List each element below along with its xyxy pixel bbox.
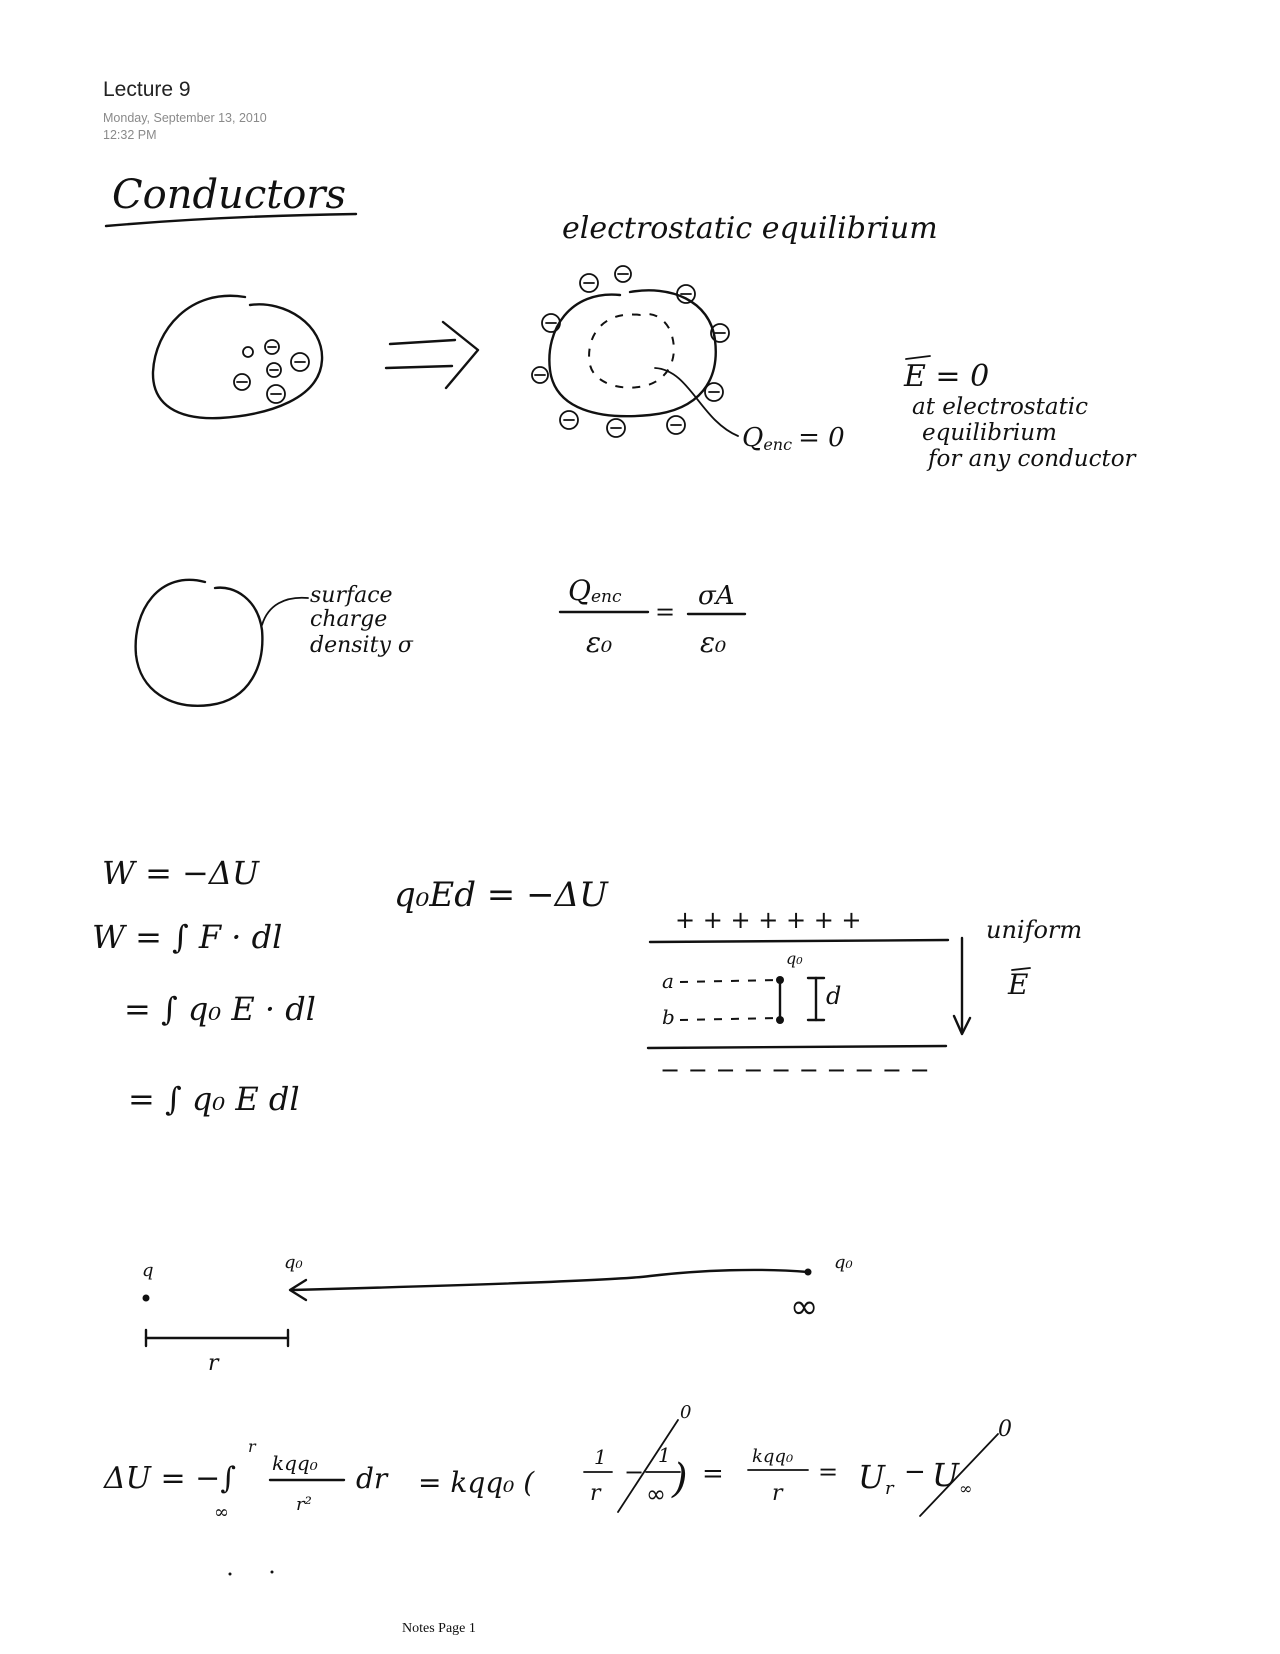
page-title: Lecture 9	[103, 78, 191, 101]
frac2-denominator: ∞	[646, 1480, 666, 1508]
integral-upper-limit: r	[248, 1437, 256, 1456]
infinity-label: ∞	[790, 1287, 819, 1327]
final-equals-3: =	[818, 1458, 839, 1486]
distance-d-label: d	[826, 982, 842, 1010]
approach-path	[292, 1270, 808, 1290]
distance-r-bracket	[146, 1330, 288, 1346]
plate-minus-charges: − − − − − − − − − −	[660, 1056, 930, 1084]
point-b-label: b	[662, 1005, 675, 1029]
distance-r-label: r	[208, 1351, 219, 1376]
frac3-numerator: kqq₀	[752, 1446, 794, 1467]
distance-d-bracket	[808, 978, 824, 1020]
e-field-note-3: for any conductor	[928, 446, 1136, 472]
gauss-equals: =	[655, 598, 676, 626]
gaussian-surface	[589, 314, 674, 388]
frac2-numerator: 1	[658, 1443, 671, 1467]
surface-label-1: surface	[310, 583, 393, 608]
surface-leader-line	[262, 598, 308, 625]
conductor-blob	[153, 296, 322, 418]
cancel-zero-2: 0	[998, 1417, 1012, 1442]
page-footer: Notes Page 1	[402, 1621, 476, 1636]
test-charge-far-label: q₀	[834, 1252, 853, 1273]
e-field-note-2: equilibrium	[922, 420, 1057, 446]
top-plate	[650, 940, 948, 942]
gauss-denominator-left: ε₀	[586, 626, 613, 659]
heading-conductors: Conductors	[112, 172, 347, 218]
point-a-dashes	[680, 980, 778, 982]
plate-plus-charges: + + + + + + +	[675, 906, 862, 934]
integrand-dr: dr	[356, 1462, 388, 1495]
integrand-numerator: kqq₀	[272, 1451, 318, 1475]
equilibrium-conductor	[549, 290, 715, 416]
frac1-numerator: 1	[594, 1445, 607, 1469]
surface-label-3: density σ	[310, 633, 413, 658]
stray-dot-2	[271, 1571, 274, 1574]
work-eq-1: W = −ΔU	[102, 854, 259, 892]
cancel-zero-1: 0	[680, 1402, 692, 1423]
stray-dot-1	[229, 1573, 232, 1576]
final-minus: −	[624, 1458, 645, 1486]
infinity-dot	[805, 1269, 812, 1276]
frac3-denominator: r	[772, 1481, 783, 1506]
source-charge-dot	[143, 1295, 150, 1302]
test-charge-near-label: q₀	[284, 1252, 303, 1273]
qenc-label: Qenc = 0	[742, 423, 845, 454]
gauss-numerator-left: Qenc	[568, 574, 622, 607]
page-date: Monday, September 13, 2010	[103, 111, 267, 125]
transition-arrow	[386, 322, 478, 388]
internal-charges	[234, 340, 309, 403]
final-equals-2: =	[702, 1459, 724, 1489]
e-field-note-1: at electrostatic	[912, 394, 1089, 420]
surface-label-2: charge	[310, 607, 388, 632]
final-ur: Ur	[858, 1458, 894, 1499]
work-eq-4: = ∫ q₀ E dl	[128, 1080, 300, 1118]
page-time: 12:32 PM	[103, 128, 157, 142]
final-minus-2: −	[904, 1457, 926, 1487]
final-uinf: $U_\infty$	[932, 1456, 973, 1498]
bottom-plate	[648, 1046, 946, 1048]
integrand-denominator: r²	[296, 1494, 312, 1515]
charged-sphere	[136, 580, 263, 706]
frac1-denominator: r	[590, 1481, 601, 1506]
e-field-zero: E = 0	[904, 359, 990, 394]
work-eq-3: = ∫ q₀ E · dl	[124, 990, 316, 1028]
uniform-label: uniform	[986, 916, 1083, 944]
equilibrium-label: electrostatic equilibrium	[562, 211, 938, 246]
plate-q0-label: q₀	[786, 949, 803, 968]
integral-lower-limit: ∞	[214, 1502, 229, 1523]
point-a-label: a	[662, 969, 674, 993]
gauss-denominator-right: ε₀	[700, 626, 727, 659]
final-close-paren: )	[672, 1456, 688, 1502]
uniform-e-label: E	[1008, 968, 1029, 1001]
point-b-dashes	[680, 1018, 778, 1020]
work-eq-2: W = ∫ F · dl	[92, 918, 283, 956]
final-eq-lhs: ΔU = −∫	[104, 1461, 236, 1496]
gauss-numerator-right: σA	[698, 581, 735, 611]
final-mid: = kqq₀ (	[418, 1466, 535, 1499]
source-charge-label: q	[142, 1260, 154, 1281]
plate-equation: q₀Ed = −ΔU	[394, 875, 608, 915]
